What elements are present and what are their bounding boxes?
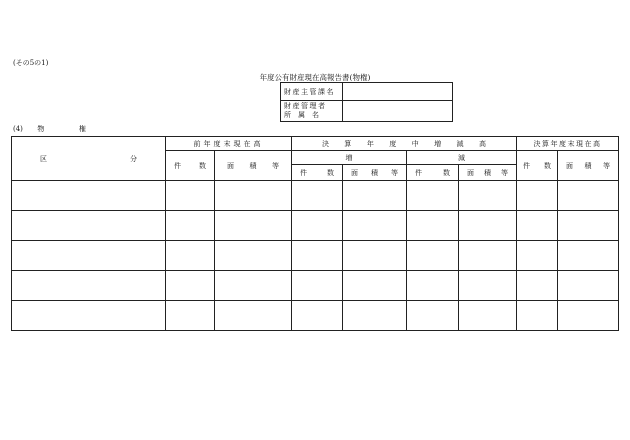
table-cell[interactable] (215, 181, 292, 211)
manager-label-line1: 財産管理者 (284, 102, 327, 110)
increase-header: 増 (292, 151, 407, 165)
table-cell[interactable] (459, 271, 517, 301)
table-cell[interactable] (166, 271, 215, 301)
table-cell[interactable] (12, 271, 166, 301)
table-cell[interactable] (166, 301, 215, 331)
inc-area-header (343, 165, 407, 181)
table-cell[interactable] (407, 301, 459, 331)
table-cell[interactable] (407, 181, 459, 211)
count-char: 数 (544, 161, 551, 170)
change-header (292, 137, 517, 151)
table-cell[interactable] (459, 301, 517, 331)
table-cell[interactable] (215, 241, 292, 271)
count-char: 数 (443, 168, 450, 177)
end-year-header-text: 決算年度末現在高 (533, 139, 602, 148)
table-cell[interactable] (292, 241, 343, 271)
table-cell[interactable] (166, 241, 215, 271)
change-char: 増 (434, 139, 442, 148)
table-cell[interactable] (166, 211, 215, 241)
admin-box (280, 82, 453, 122)
category-header (12, 137, 166, 181)
dept-label: 財産主管課名 (281, 83, 343, 101)
table-cell[interactable] (407, 211, 459, 241)
dec-count-header (407, 165, 459, 181)
table-cell[interactable] (517, 241, 558, 271)
area-char: 積 (249, 161, 257, 170)
table-row (12, 241, 619, 271)
table-cell[interactable] (517, 211, 558, 241)
table-cell[interactable] (12, 241, 166, 271)
table-row (12, 181, 619, 211)
table-cell[interactable] (407, 271, 459, 301)
dec-area-header (459, 165, 517, 181)
prev-count-header (166, 151, 215, 181)
property-table (11, 136, 619, 331)
change-char: 度 (389, 139, 397, 148)
table-cell[interactable] (517, 181, 558, 211)
table-body (12, 181, 619, 331)
table-cell[interactable] (517, 301, 558, 331)
change-char: 決 (322, 139, 329, 148)
area-char: 等 (272, 161, 279, 170)
end-year-header (517, 137, 619, 151)
table-cell[interactable] (343, 301, 407, 331)
prev-area-header (215, 151, 292, 181)
manager-label-line2: 所 属 名 (284, 111, 319, 119)
decrease-header: 減 (407, 151, 517, 165)
prev-year-header (166, 137, 292, 151)
count-char: 件 (523, 161, 530, 170)
table-cell[interactable] (459, 241, 517, 271)
manager-label (281, 101, 343, 122)
table-cell[interactable] (215, 301, 292, 331)
section-heading (13, 124, 86, 134)
change-char: 高 (478, 139, 486, 148)
table-cell[interactable] (292, 271, 343, 301)
area-char: 等 (391, 168, 398, 177)
table-row (12, 211, 619, 241)
table-cell[interactable] (292, 211, 343, 241)
end-count-header (517, 151, 558, 181)
table-cell[interactable] (558, 241, 619, 271)
table-cell[interactable] (459, 211, 517, 241)
area-char: 面 (467, 168, 474, 177)
area-char: 面 (227, 161, 234, 170)
table-cell[interactable] (166, 181, 215, 211)
section-char-2: 権 (78, 125, 86, 133)
report-title: 年度公有財産現在高報告書(物権) (259, 73, 371, 82)
table-cell[interactable] (343, 181, 407, 211)
count-char: 数 (199, 161, 206, 170)
table-cell[interactable] (407, 241, 459, 271)
table-cell[interactable] (558, 211, 619, 241)
count-char: 件 (300, 168, 307, 177)
count-char: 件 (174, 161, 181, 170)
table-cell[interactable] (459, 181, 517, 211)
table-cell[interactable] (343, 271, 407, 301)
table-row (12, 271, 619, 301)
area-char: 面 (566, 161, 573, 170)
change-char: 算 (344, 139, 352, 148)
end-area-header (558, 151, 619, 181)
area-char: 積 (484, 168, 491, 177)
area-char: 積 (371, 168, 378, 177)
table-cell[interactable] (215, 211, 292, 241)
table-cell[interactable] (558, 181, 619, 211)
dept-value-cell[interactable] (343, 83, 453, 101)
page-note: (その5の1) (13, 59, 49, 67)
area-char: 面 (351, 168, 358, 177)
table-cell[interactable] (517, 271, 558, 301)
area-char: 等 (501, 168, 508, 177)
table-cell[interactable] (343, 241, 407, 271)
inc-count-header (292, 165, 343, 181)
table-cell[interactable] (558, 271, 619, 301)
prev-year-header-text: 前年度末現在高 (193, 139, 264, 148)
change-char: 中 (411, 139, 419, 148)
table-cell[interactable] (12, 181, 166, 211)
manager-value-cell[interactable] (343, 101, 453, 122)
table-cell[interactable] (292, 181, 343, 211)
section-number: (4) (13, 125, 23, 133)
table-cell[interactable] (12, 211, 166, 241)
table-cell[interactable] (215, 271, 292, 301)
table-row (12, 301, 619, 331)
section-char-1: 物 (37, 125, 45, 133)
change-char: 減 (456, 139, 464, 148)
category-char-1: 区 (40, 154, 47, 163)
count-char: 件 (415, 168, 422, 177)
change-char: 年 (366, 139, 374, 148)
category-char-2: 分 (130, 154, 137, 163)
area-char: 積 (584, 161, 592, 170)
table-cell[interactable] (292, 301, 343, 331)
area-char: 等 (603, 161, 610, 170)
table-cell[interactable] (343, 211, 407, 241)
table-cell[interactable] (558, 301, 619, 331)
table-cell[interactable] (12, 301, 166, 331)
count-char: 数 (327, 168, 334, 177)
